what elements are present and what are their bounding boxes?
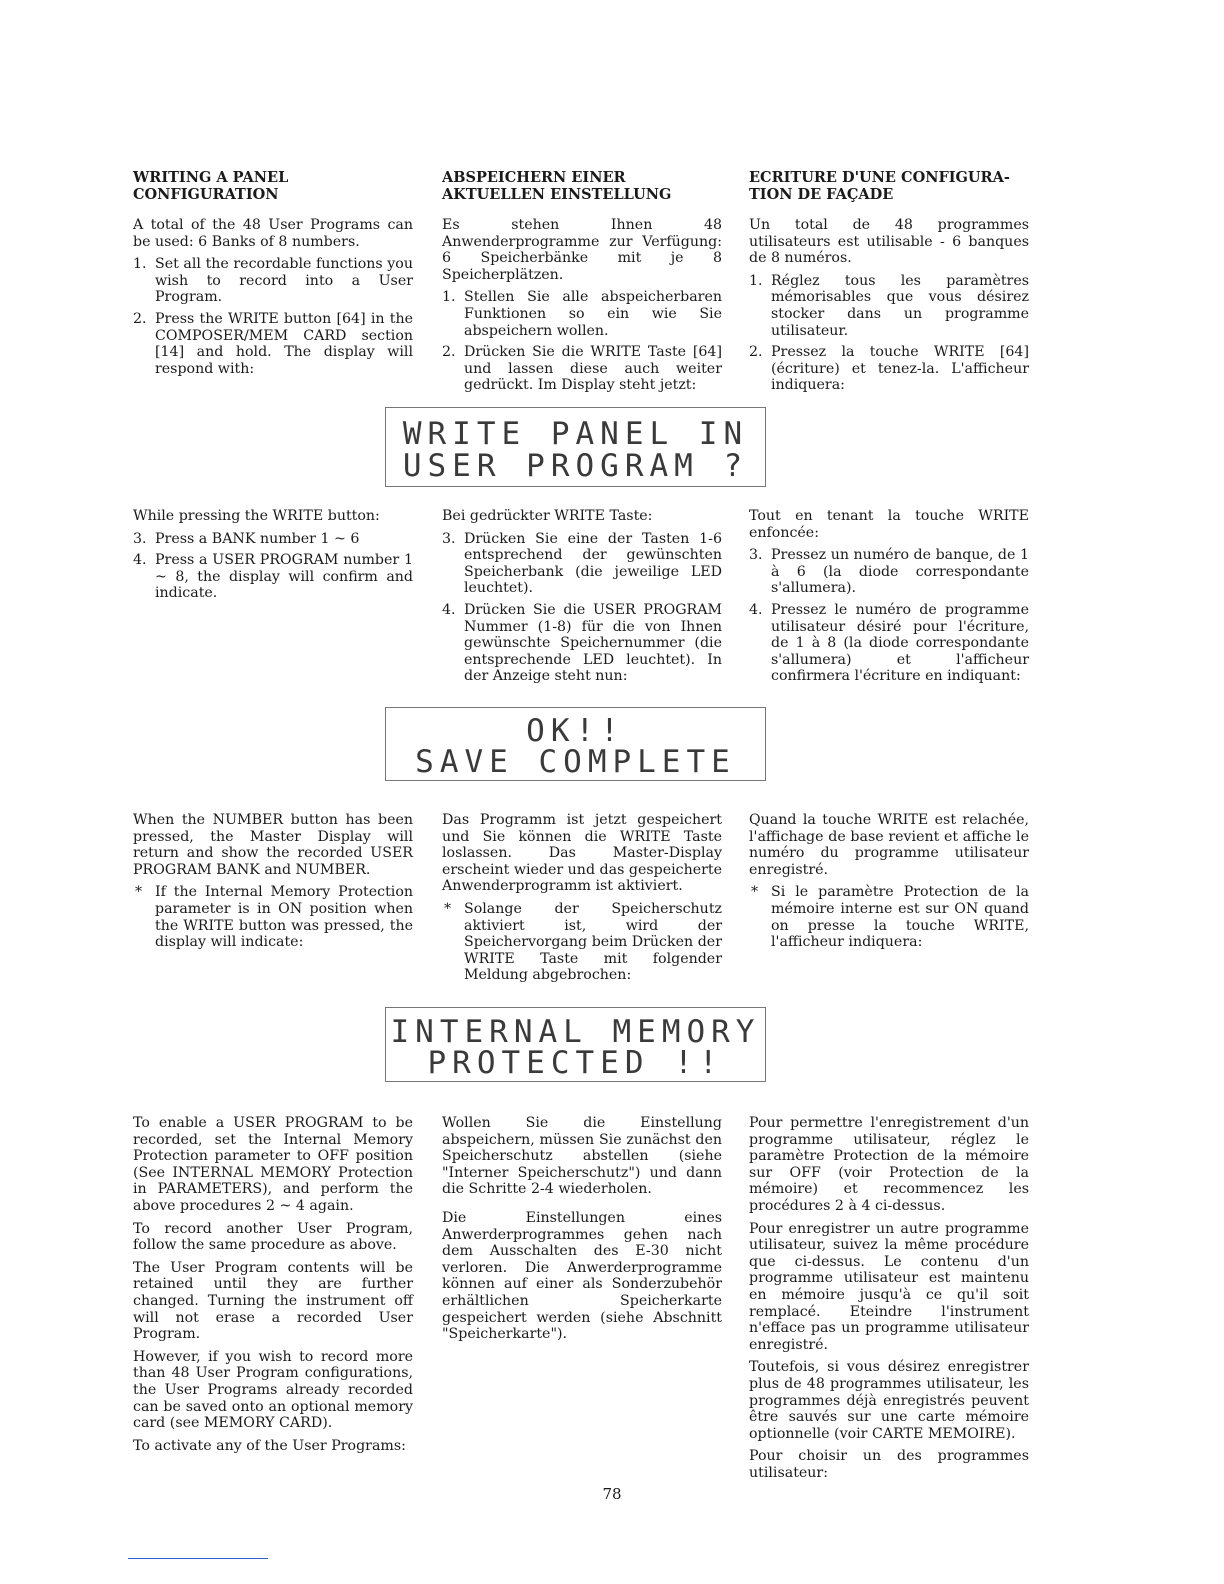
note-list-french bbox=[749, 884, 1029, 950]
section2-german bbox=[442, 508, 722, 690]
steps-french-1 bbox=[749, 273, 1029, 394]
heading-english: WRITING A PANEL CONFIGURATION bbox=[133, 169, 289, 203]
lcd-display-write-panel bbox=[385, 407, 766, 487]
note-list-english bbox=[133, 884, 413, 950]
step-item: 4. Pressez le numéro de programme utilisateur désiré pour l'écriture, de 1 à 8 (la diode correspondante s'allumera) et l'afficheur confirmera l'écriture en indiquant: bbox=[749, 601, 1029, 685]
step-item: 4. Drücken Sie die USER PROGRAM Nummer (1-8) für die von Ihnen gewünschte Speichernummer (die entsprechende LED leuchtet). In der Anzeige steht nun: bbox=[442, 601, 722, 685]
section4-french bbox=[749, 1115, 1029, 1487]
intro-german: Es stehen Ihnen 48 Anwenderprogramme zur Verfügung: 6 Speicherbänke mit je 8 Speicherplätzen. bbox=[442, 217, 722, 283]
paragraph: However, if you wish to record more than 48 User Program configurations, the User Programs already recorded can be saved onto an optional memory card (see MEMORY CARD). bbox=[133, 1348, 413, 1432]
lcd-line-1: OK!! bbox=[526, 713, 625, 749]
section3-german bbox=[442, 812, 722, 989]
paragraph: Pour choisir un des programmes utilisateur: bbox=[749, 1448, 1029, 1481]
page-number: 78 bbox=[602, 1485, 622, 1503]
heading-french: ECRITURE D'UNE CONFIGURA- TION DE FAÇADE bbox=[749, 169, 1010, 203]
paragraph: Pour permettre l'enregistrement d'un programme utilisateur, réglez le paramètre Protection de la mémoire sur OFF (voir Protection de la mémoire) et recommencez les procédures 2 à 4 ci-dessus. bbox=[749, 1115, 1029, 1214]
lcd-line-2: PROTECTED !! bbox=[427, 1045, 724, 1081]
note-item: * Si le paramètre Protection de la mémoire interne est sur ON quand on presse la touche WRITE, l'afficheur indiquera: bbox=[751, 884, 1029, 951]
section2-english bbox=[133, 508, 413, 607]
heading-german: ABSPEICHERN EINER AKTUELLEN EINSTELLUNG bbox=[442, 169, 672, 203]
section1-english bbox=[133, 170, 413, 382]
steps-english-1 bbox=[133, 256, 413, 377]
section3-english bbox=[133, 812, 413, 956]
paragraph: To record another User Program, follow the same procedure as above. bbox=[133, 1220, 413, 1254]
step-item: 1. Réglez tous les paramètres mémorisables que vous désirez stocker dans un programme utilisateur. bbox=[749, 272, 1029, 339]
step-item: 3. Drücken Sie eine der Tasten 1-6 entsprechend der gewünschten Speicherbank (die jeweilige LED leuchtet). bbox=[442, 530, 722, 597]
intro-french: Un total de 48 programmes utilisateurs est utilisable - 6 banques de 8 numéros. bbox=[749, 217, 1029, 267]
steps-german-1 bbox=[442, 289, 722, 394]
note-list-german bbox=[442, 901, 722, 984]
section4-english bbox=[133, 1115, 413, 1460]
lcd-line-1: WRITE PANEL IN bbox=[402, 416, 749, 452]
when-french: Quand la touche WRITE est relachée, l'affichage de base revient et affiche le numéro du programme utilisateur enregistré. bbox=[749, 812, 1029, 878]
section2-french bbox=[749, 508, 1029, 690]
steps-french-2 bbox=[749, 547, 1029, 685]
steps-german-2 bbox=[442, 531, 722, 685]
paragraph: To activate any of the User Programs: bbox=[133, 1437, 406, 1454]
step-item: 3. Press a BANK number 1 ~ 6 bbox=[133, 530, 360, 547]
section1-german bbox=[442, 170, 722, 399]
steps-english-2 bbox=[133, 531, 413, 602]
step-item: 1. Set all the recordable functions you wish to record into a User Program. bbox=[133, 256, 413, 306]
note-item: * If the Internal Memory Protection parameter is in ON position when the WRITE button was pressed, the display will indicate: bbox=[135, 884, 413, 951]
paragraph: Toutefois, si vous désirez enregistrer plus de 48 programmes utilisateur, les programmes déjà enregistrés peuvent être sauvés sur une carte mémoire optionnelle (voir CARTE MEMOIRE). bbox=[749, 1359, 1029, 1442]
step-item: 4. Press a USER PROGRAM number 1 ~ 8, the display will confirm and indicate. bbox=[133, 552, 413, 602]
paragraph: The User Program contents will be retained until they are further changed. Turning the instrument off will not erase a recorded User Program. bbox=[133, 1259, 413, 1343]
when-german: Das Programm ist jetzt gespeichert und Sie können die WRITE Taste loslassen. Das Master-Display erscheint wieder und das gespeicherte Anwenderprogramm ist aktiviert. bbox=[442, 812, 723, 895]
while-french: Tout en tenant la touche WRITE enfoncée: bbox=[749, 508, 1029, 541]
section4-german bbox=[442, 1115, 722, 1349]
step-item: 3. Pressez un numéro de banque, de 1 à 6 (la diode correspondante s'allumera). bbox=[749, 547, 1029, 597]
lcd-line-1: INTERNAL MEMORY bbox=[390, 1014, 761, 1050]
lcd-display-memory-protected bbox=[385, 1007, 766, 1082]
footer-rule bbox=[128, 1558, 268, 1559]
step-item: 2. Drücken Sie die WRITE Taste [64] und lassen diese auch weiter gedrückt. Im Display steht jetzt: bbox=[442, 344, 722, 394]
lcd-line-2: SAVE COMPLETE bbox=[415, 744, 736, 780]
step-item: 1. Stellen Sie alle abspeicherbaren Funktionen so ein wie Sie abspeichern wollen. bbox=[442, 289, 722, 339]
lcd-line-2: USER PROGRAM ? bbox=[402, 448, 749, 484]
step-item: 2. Pressez la touche WRITE [64] (écriture) et tenez-la. L'afficheur indiquera: bbox=[749, 344, 1029, 394]
intro-english: A total of the 48 User Programs can be used: 6 Banks of 8 numbers. bbox=[133, 217, 413, 250]
paragraph: Pour enregistrer un autre programme utilisateur, suivez la même procédure que ci-dessus. Le contenu d'un programme utilisateur est maintenu en mémoire jusqu'à ce qu'il soit remplacé. Eteindre l'instrument n'efface pas un programme utilisateur enregistré. bbox=[749, 1220, 1029, 1353]
step-item: 2. Press the WRITE button [64] in the COMPOSER/MEM CARD section [14] and hold. The display will respond with: bbox=[133, 310, 413, 377]
paragraph: Wollen Sie die Einstellung abspeichern, müssen Sie zunächst den Speicherschutz abstellen (siehe "Interner Speicherschutz") und dann die Schritte 2-4 wiederholen. bbox=[442, 1115, 722, 1198]
while-english: While pressing the WRITE button: bbox=[133, 508, 380, 524]
while-german: Bei gedrückter WRITE Taste: bbox=[442, 508, 653, 524]
when-english: When the NUMBER button has been pressed, the Master Display will return and show the recorded USER PROGRAM BANK and NUMBER. bbox=[133, 812, 413, 878]
note-item: * Solange der Speicherschutz aktiviert ist, wird der Speichervorgang beim Drücken der WRITE Taste mit folgender Meldung abgebrochen: bbox=[444, 900, 722, 984]
lcd-display-save-complete bbox=[385, 707, 766, 781]
paragraph: To enable a USER PROGRAM to be recorded, set the Internal Memory Protection parameter to OFF position (See INTERNAL MEMORY Protection in PARAMETERS), and perform the above procedures 2 ~ 4 again. bbox=[133, 1115, 413, 1214]
section1-french bbox=[749, 170, 1029, 399]
section3-french bbox=[749, 812, 1029, 956]
paragraph: Die Einstellungen eines Anwerderprogrammes gehen nach dem Ausschalten des E-30 nicht verloren. Die Anwerderprogramme können auf einer als Sonderzubehör erhältlichen Speicherkarte gespeichert werden (siehe Abschnitt "Speicherkarte"). bbox=[442, 1209, 722, 1343]
